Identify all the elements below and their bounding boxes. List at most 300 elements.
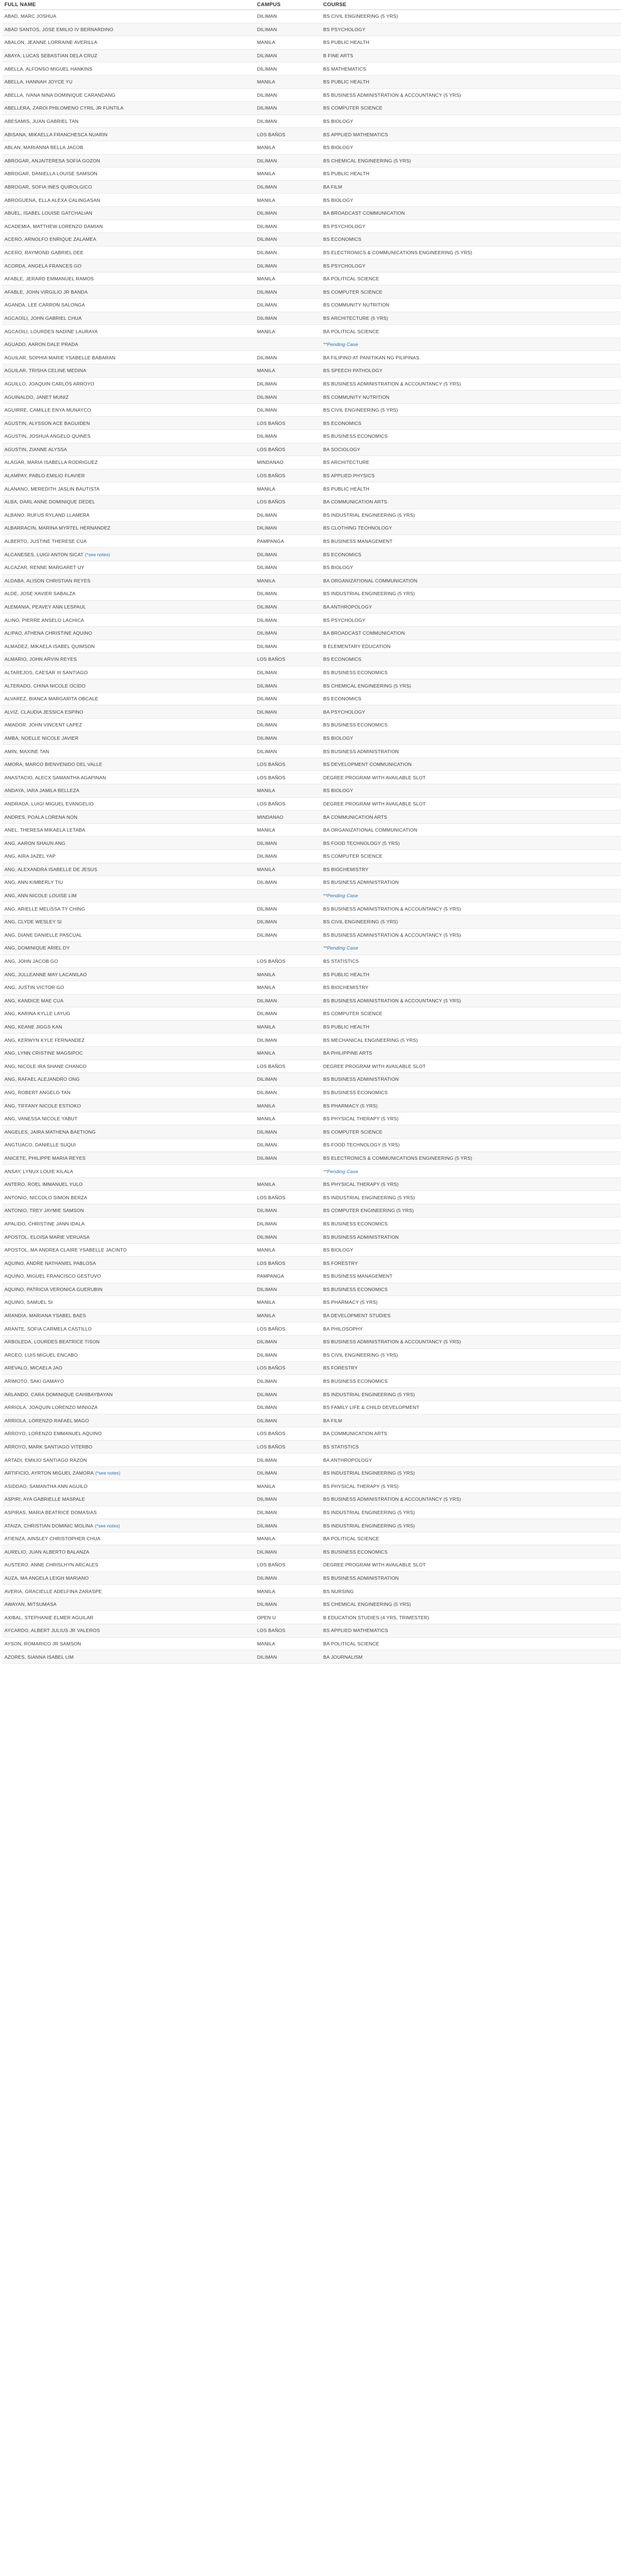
cell-full-name [2,499,255,505]
table-row [2,1178,621,1191]
full-name-text: AGUSTIN, JOSHUA ANGELO QUINES [4,433,91,439]
cell-course: BS APPLIED PHYSICS [323,473,375,479]
full-name-text: ALBERTO, JUSTINE THERESE CUA [4,538,87,545]
full-name-text: AREVALO, MICAELA JAO [4,1365,63,1371]
cell-campus: DILIMAN [257,1509,277,1515]
table-row [2,1113,621,1126]
cell-campus: MANILA [257,1313,275,1319]
cell-full-name [2,788,255,793]
cell-course: BS BUSINESS ADMINISTRATION [323,1076,399,1082]
full-name-text: ABROGAR, SOFIA INES QUIROLGICO [4,184,92,190]
cell-course: BA FILIPINO AT PANITIKAN NG PILIPINAS [323,354,419,360]
cell-full-name [2,1641,255,1647]
table-row [2,1322,621,1336]
cell-course: BS PSYCHOLOGY [323,617,365,623]
cell-course: BS ECONOMICS [323,656,362,662]
cell-full-name [2,879,255,885]
table-row [2,916,621,929]
cell-full-name [2,1247,255,1253]
full-name-text: ANG, AIRA JAZEL YAP [4,853,56,859]
cell-campus: MANILA [257,1536,275,1542]
see-notes-link[interactable]: (*see notes) [95,1523,120,1529]
cell-course: BA POLITICAL SCIENCE [323,328,379,334]
cell-course: BS CIVIL ENGINEERING (5 YRS) [323,407,398,413]
full-name-text: AGUINALDO, JANET MUNIZ [4,394,69,400]
full-name-text: ANGTUACO, DANIELLE SUQUI [4,1142,76,1148]
full-name-text: ARRIOLA, LORENZO RAFAEL MAGO [4,1417,89,1423]
cell-full-name [2,1234,255,1240]
cell-full-name [2,512,255,518]
cell-course: BS BUSINESS ADMINISTRATION & ACCOUNTANCY (5 YRS) [323,1496,461,1502]
cell-course: BA COMMUNICATION ARTS [323,1431,388,1437]
cell-full-name [2,1090,255,1095]
cell-campus: DILIMAN [257,709,277,715]
full-name-text: AQUINO, SAMUEL SI [4,1299,53,1306]
cell-course: BS BUSINESS ADMINISTRATION & ACCOUNTANCY (5 YRS) [323,997,461,1003]
cell-campus: LOS BAÑOS [257,800,286,807]
full-name-text: AGUILAR, SOPHIA MARIE YSABELLE BABARAN [4,354,116,360]
cell-campus: MANILA [257,197,275,203]
full-name-text: ABISANA, MIKAELLA FRANCHESCA NUARIN [4,131,108,137]
cell-course: BS NURSING [323,1588,354,1594]
cell-course: BS ECONOMICS [323,420,362,426]
cell-campus: DILIMAN [257,997,277,1003]
table-row [2,23,621,37]
cell-full-name [2,158,255,164]
cell-campus: DILIMAN [257,683,277,689]
cell-campus: DILIMAN [257,932,277,938]
cell-campus: MANILA [257,486,275,492]
full-name-text: ANG, ROBERT ANGELO TAN [4,1089,71,1095]
table-row [2,167,621,181]
cell-full-name [2,1549,255,1555]
cell-course: BS COMPUTER SCIENCE [323,1011,383,1017]
cell-full-name [2,1484,255,1489]
cell-campus: DILIMAN [257,1601,277,1608]
table-row [2,627,621,640]
full-name-text: ANG, KARINA KYLLE LAYUG [4,1011,71,1017]
cell-full-name [2,1615,255,1620]
cell-full-name [2,1444,255,1450]
full-name-text: AQUINO, PATRICIA VERONICA GUERUBIN [4,1286,103,1292]
full-name-text: ANG, KANDICE MAE CUA [4,997,64,1003]
table-row [2,273,621,286]
table-row [2,1099,621,1113]
full-name-text: ARANTE, SOFIA CARMELA CASTILLO [4,1326,92,1332]
cell-campus: MANILA [257,145,275,151]
cell-full-name [2,92,255,98]
full-name-text: ALBA, DARL ANNE DOMINIQUE DEDEL [4,499,95,505]
full-name-text: ANG, DIANE DANIELLE PASCUAL [4,932,82,938]
cell-course: BS FOOD TECHNOLOGY (5 YRS) [323,840,400,846]
table-row [2,181,621,194]
cell-course: BS PUBLIC HEALTH [323,79,369,85]
cell-campus: MANILA [257,971,275,977]
table-row [2,1336,621,1349]
full-name-text: AUZA, MA ANGELA LEIGH MARIANO [4,1575,89,1581]
cell-campus: DILIMAN [257,1496,277,1502]
cell-full-name [2,906,255,912]
cell-full-name [2,1496,255,1502]
cell-campus: DILIMAN [257,394,277,400]
cell-course: BS PHARMACY (5 YRS) [323,1299,378,1306]
full-name-text: ALBARRACIN, MARINA MYRTEL HERNANDEZ [4,525,111,531]
table-row [2,1230,621,1244]
table-row [2,1283,621,1297]
full-name-text: ANG, JOHN JACOB GO [4,958,58,965]
cell-full-name [2,1589,255,1594]
full-name-text: AGCAOILI, JOHN GABRIEL CHUA [4,315,82,321]
table-row [2,968,621,981]
header-campus: CAMPUS [257,2,281,8]
cell-campus: DILIMAN [257,722,277,728]
cell-course: BS INDUSTRIAL ENGINEERING (5 YRS) [323,1194,415,1200]
full-name-text: ANDRADA, LUIGI MIGUEL EVANGELIO [4,800,94,807]
cell-campus: DILIMAN [257,643,277,649]
table-row [2,745,621,758]
cell-full-name [2,459,255,465]
cell-full-name [2,683,255,689]
cell-campus: LOS BAÑOS [257,131,286,137]
cell-full-name [2,355,255,360]
table-header [2,0,621,10]
full-name-text: ANG, JULLEANNE MAY LACANILAO [4,971,87,977]
table-row [2,810,621,824]
full-name-text: ANG, JUSTIN VICTOR GO [4,985,65,991]
table-row [2,575,621,588]
cell-course: BA POLITICAL SCIENCE [323,1640,379,1647]
cell-full-name [2,749,255,754]
cell-campus: LOS BAÑOS [257,1562,286,1568]
full-name-text: ARCEO, LUIS MIGUEL ENCABO [4,1352,78,1358]
full-name-text: ARROYO, MARK SANTIAGO VITERBO [4,1444,93,1450]
cell-course: BS BUSINESS ECONOMICS [323,722,388,728]
cell-course: BA PSYCHOLOGY [323,709,365,715]
cell-campus: DILIMAN [257,263,277,269]
table-row [2,1244,621,1257]
full-name-text: AYCARDO, ALBERT JULIUS JR VALEROS [4,1628,100,1634]
cell-campus: DILIMAN [257,1405,277,1411]
table-row [2,1375,621,1388]
full-name-text: AGCAOILI, LOURDES NADINE LAURAYA [4,328,98,334]
cell-full-name [2,1365,255,1371]
cell-campus: DILIMAN [257,118,277,125]
cell-course: BS PUBLIC HEALTH [323,971,369,977]
cell-full-name [2,1601,255,1607]
cell-campus: DILIMAN [257,66,277,72]
table-row [2,1650,621,1664]
cell-full-name [2,66,255,72]
cell-campus: LOS BAÑOS [257,1431,286,1437]
cell-course: BA COMMUNICATION ARTS [323,814,388,820]
cell-full-name [2,433,255,439]
table-row [2,36,621,50]
cell-full-name [2,1326,255,1332]
table-row [2,522,621,535]
full-name-text: AGUILLO, JOAQUIN CARLOS ARROYO [4,380,95,387]
full-name-text: AGANDA, LEE CARRON SALONGA [4,302,85,308]
cell-full-name [2,735,255,741]
full-name-text: ANTERO, ROEL IMMANUEL YULO [4,1181,83,1188]
full-name-text: ANG, AARON SHAUN ANG [4,840,66,846]
cell-campus: MANILA [257,1247,275,1253]
cell-campus: DILIMAN [257,1011,277,1017]
cell-campus: LOS BAÑOS [257,1326,286,1332]
cell-full-name [2,27,255,32]
table-row [2,62,621,76]
cell-campus: MINDANAO [257,459,284,466]
cell-campus: DILIMAN [257,184,277,190]
full-name-text: AMBA, NOELLE NICOLE JAVIER [4,735,79,741]
cell-campus: DILIMAN [257,380,277,387]
table-row [2,1401,621,1415]
cell-campus: LOS BAÑOS [257,1260,286,1266]
cell-campus: DILIMAN [257,105,277,111]
cell-full-name [2,775,255,780]
cell-campus: DILIMAN [257,1234,277,1240]
cell-course: BS COMPUTER ENGINEERING (5 YRS) [323,1208,414,1214]
full-name-text: ALMADEZ, MIKAELA ISABEL QUIMSON [4,643,95,649]
table-row [2,1598,621,1611]
cell-campus: DILIMAN [257,157,277,164]
cell-course: BS BUSINESS MANAGEMENT [323,538,393,545]
cell-course: BS COMMUNITY NUTRITION [323,394,390,400]
full-name-text: APOSTOL, ELOISA MARIE VERUASA [4,1234,90,1240]
cell-course: BS BUSINESS MANAGEMENT [323,1273,393,1279]
cell-campus: DILIMAN [257,302,277,308]
cell-course: DEGREE PROGRAM WITH AVAILABLE SLOT [323,774,426,780]
cell-campus: DILIMAN [257,617,277,623]
table-row [2,1638,621,1651]
cell-course: BS INDUSTRIAL ENGINEERING (5 YRS) [323,1522,415,1529]
cell-campus: MANILA [257,788,275,794]
cell-course: BS PHYSICAL THERAPY (5 YRS) [323,1483,399,1489]
cell-campus: DILIMAN [257,1457,277,1463]
cell-course: BS BUSINESS ECONOMICS [323,1549,388,1555]
pending-case-note: **Pending Case [323,342,358,348]
table-row [2,784,621,798]
table-row [2,1349,621,1362]
full-name-text: ALANANO, MEREDITH JASLIN BAUTISTA [4,486,100,492]
cell-campus: MANILA [257,328,275,334]
cell-full-name [2,1142,255,1148]
table-row [2,482,621,496]
cell-full-name [2,1339,255,1344]
cell-full-name [2,224,255,229]
full-name-text: ASPIRAS, MARIA BEATRICE DOMASIAS [4,1509,97,1515]
full-name-text: ANG, DOMINIQUE ARIEL DY [4,945,70,951]
cell-full-name [2,958,255,964]
cell-campus: DILIMAN [257,92,277,98]
full-name-text: ABROGUENA, ELLA ALEXA CALINGASAN [4,197,100,203]
cell-course: BS CHEMICAL ENGINEERING (5 YRS) [323,683,411,689]
pending-case-note: **Pending Case [323,893,358,899]
cell-course: BS PUBLIC HEALTH [323,39,369,46]
cell-course: BS CIVIL ENGINEERING (5 YRS) [323,919,398,925]
full-name-text: ABROGAR, ANJAITERESA SOFIA GOZON [4,157,100,164]
cell-campus: LOS BAÑOS [257,473,286,479]
cell-course: BS BIOLOGY [323,788,354,794]
cell-course: BS ARCHITECTURE [323,459,369,466]
table-row [2,614,621,627]
cell-full-name [2,132,255,137]
table-row [2,1125,621,1139]
table-row [2,653,621,666]
cell-course: BS BUSINESS ECONOMICS [323,1286,388,1292]
cell-campus: MANILA [257,276,275,282]
cell-course: BS ELECTRONICS & COMMUNICATIONS ENGINEERING (5 YRS) [323,1155,473,1161]
full-name-text: AMIN, MAXINE TAN [4,748,50,754]
table-row [2,824,621,837]
full-name-text: ATAIZA, CHRISTIAN DOMINIC MOLINA [4,1522,93,1529]
full-name-text: ABAD, MARC JOSHUA [4,13,57,19]
table-row [2,1388,621,1401]
cell-course: BS BUSINESS ADMINISTRATION & ACCOUNTANCY (5 YRS) [323,92,461,98]
cell-course: BS CIVIL ENGINEERING (5 YRS) [323,1352,398,1358]
see-notes-link[interactable]: (*see notes) [85,552,110,557]
cell-campus: MANILA [257,1181,275,1188]
cell-full-name [2,1221,255,1227]
cell-full-name [2,53,255,58]
table-row [2,378,621,391]
full-name-text: ANG, ALEXANDRA ISABELLE DE JESUS [4,866,97,872]
cell-course: BS BUSINESS ADMINISTRATION [323,748,399,754]
cell-course: BS PSYCHOLOGY [323,223,365,229]
cell-full-name [2,801,255,807]
cell-full-name [2,1536,255,1541]
cell-full-name [2,1037,255,1043]
cell-campus: DILIMAN [257,1286,277,1292]
cell-full-name [2,1064,255,1069]
cell-campus: DILIMAN [257,1089,277,1095]
full-name-text: AUSTERO, ANNE CHRISLHYN ARCALES [4,1562,98,1568]
cell-full-name [2,893,255,898]
cell-campus: DILIMAN [257,315,277,321]
full-name-text: ABELLA, ALFONSO MIGUEL HANKINS [4,66,92,72]
table-row [2,942,621,955]
cell-course: BS COMPUTER SCIENCE [323,1129,383,1135]
cell-course: BS CIVIL ENGINEERING (5 YRS) [323,13,398,19]
cell-full-name [2,289,255,295]
cell-campus: DILIMAN [257,1208,277,1214]
cell-course: BA SOCIOLOGY [323,446,360,452]
cell-course: BS INDUSTRIAL ENGINEERING (5 YRS) [323,1470,415,1476]
table-row [2,1139,621,1152]
cell-full-name [2,985,255,990]
cell-campus: DILIMAN [257,1129,277,1135]
table-row [2,338,621,352]
full-name-text: ARTIFICIO, AYRTON MIGUEL ZAMORA [4,1470,94,1476]
cell-full-name [2,1562,255,1568]
cell-full-name [2,276,255,281]
cell-full-name [2,250,255,255]
full-name-text: AGUILAR, TRISHA CELINE MEDINA [4,368,86,374]
table-row [2,1296,621,1309]
full-name-text: ANG, RAFAEL ALEJANDRO ONG [4,1076,80,1082]
cell-full-name [2,1011,255,1016]
full-name-text: ARRIOLA, JOAQUIN LORENZO MINIOZA [4,1405,98,1411]
cell-full-name [2,591,255,596]
cell-course: BS COMMUNITY NUTRITION [323,302,390,308]
full-name-text: AMADOR, JOHN VINCENT LAPEZ [4,722,82,728]
cell-full-name [2,1654,255,1660]
cell-campus: MANILA [257,1588,275,1594]
table-row [2,233,621,246]
table-row [2,1047,621,1060]
full-name-text: AGUADO, AARON DALE PRADA [4,342,78,348]
cell-course: BA DEVELOPMENT STUDIES [323,1313,391,1319]
cell-course: BS CLOTHING TECHNOLOGY [323,525,392,531]
cell-course: BS FOOD TECHNOLOGY (5 YRS) [323,1142,400,1148]
full-name-text: ABAYA, LUCAS SEBASTIAN DELA CRUZ [4,53,97,59]
table-row [2,1362,621,1375]
full-name-text: ANTONIO, TREY JAYMIE SAMSON [4,1208,84,1214]
table-row [2,995,621,1008]
cell-campus: DILIMAN [257,1076,277,1082]
table-row [2,194,621,207]
table-row [2,404,621,417]
cell-full-name [2,1523,255,1529]
cell-full-name [2,630,255,636]
cell-course: BA ANTHROPOLOGY [323,604,372,610]
cell-campus: MANILA [257,1483,275,1489]
full-name-text: AGUSTIN, ALYSSON ACE BAGUIDEN [4,420,90,426]
table-row [2,1270,621,1283]
table-row [2,850,621,863]
cell-campus: DILIMAN [257,1155,277,1161]
cell-campus: DILIMAN [257,433,277,439]
cell-full-name [2,932,255,938]
full-name-text: ABAD SANTOS, JOSE EMILIO IV BERNARDINO [4,26,113,32]
cell-campus: LOS BAÑOS [257,499,286,505]
cell-full-name [2,342,255,347]
see-notes-link[interactable]: (*see notes) [95,1471,121,1476]
cell-full-name [2,1431,255,1436]
full-name-text: ALTAREJOS, CAESAR III SANTIAGO [4,669,88,675]
cell-full-name [2,762,255,767]
full-name-text: ARANDIA, MARIANA YSABEL BAES [4,1313,86,1319]
full-name-text: ANICETE, PHILIPPE MARIA REYES [4,1155,86,1161]
full-name-text: AVERIA, GRACIELLE ADELFINA ZARASPE [4,1588,102,1594]
cell-course: BS BIOLOGY [323,118,354,125]
table-row [2,601,621,614]
cell-course: B ELEMENTARY EDUCATION [323,643,391,649]
full-name-text: ACERO, ARNOLFO ENRIQUE ZALAMEA [4,236,96,243]
cell-campus: DILIMAN [257,236,277,243]
cell-campus: DILIMAN [257,525,277,531]
table-row [2,1007,621,1021]
cell-full-name [2,1050,255,1056]
cell-full-name [2,709,255,715]
cell-full-name [2,1024,255,1030]
cell-full-name [2,486,255,492]
cell-course: BA BROADCAST COMMUNICATION [323,210,405,216]
full-name-text: ANG, CLYDE WESLEY SI [4,919,62,925]
cell-full-name [2,381,255,387]
pending-case-note: **Pending Case [323,945,358,951]
full-name-text: ANG, ANN NICOLE LOUISE LIM [4,893,77,899]
cell-campus: PAMPANGA [257,538,284,545]
cell-full-name [2,1208,255,1213]
table-row [2,299,621,312]
cell-full-name [2,1510,255,1515]
results-table [2,0,621,1664]
full-name-text: ALCANESES, LUIGI ANTON SICAT [4,551,83,557]
table-row [2,1545,621,1559]
cell-full-name [2,1181,255,1187]
full-name-text: ALBANO, RUFUS RYLAND LLAMERA [4,512,90,518]
full-name-text: ANG, VANESSA NICOLE YABUT [4,1116,78,1122]
